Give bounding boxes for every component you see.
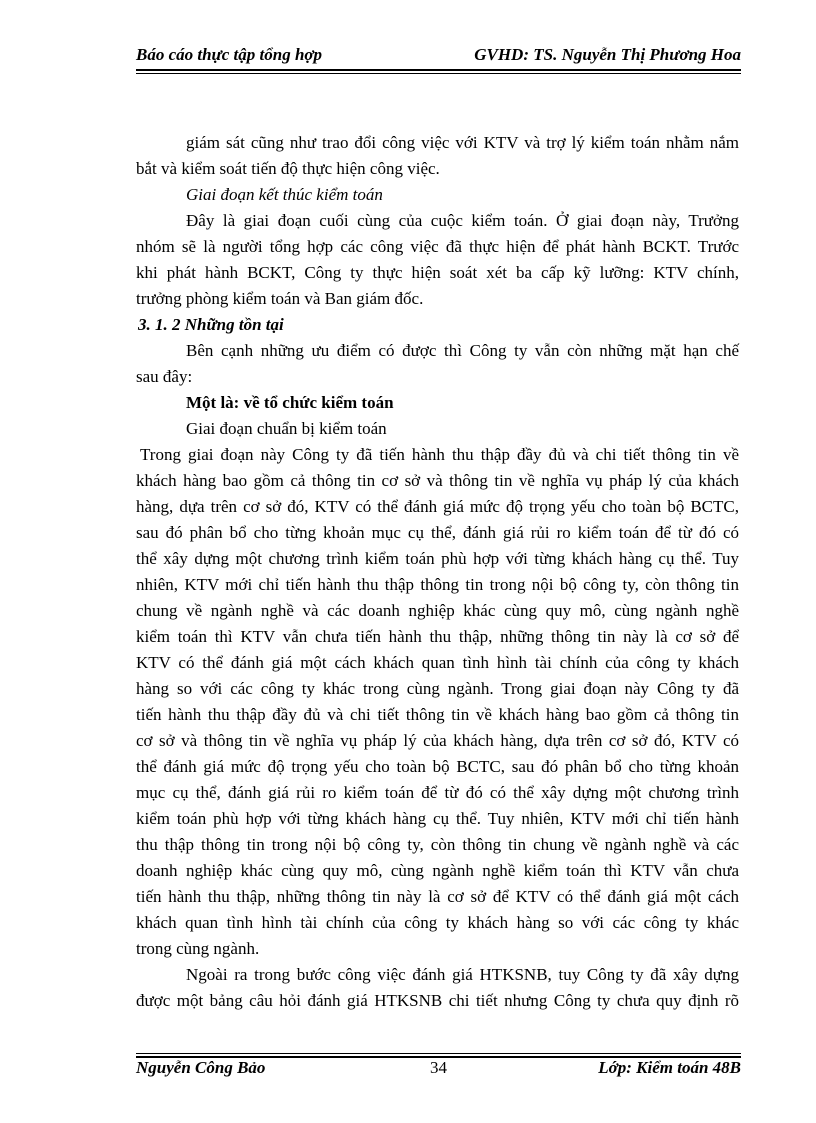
body-line: Bên cạnh những ưu điểm có được thì Công ty vẫn còn những mặt hạn chế [186,341,739,360]
body-line: tiến hành thu thập, những thông tin này là cơ sở để KTV có thể đánh giá một cách [136,887,739,906]
header-divider [136,69,741,74]
body-line: mục cụ thể, đánh giá rủi ro kiểm toán để từ đó có thể xây dựng một chương trình [136,783,739,802]
body-line: hàng so với các công ty khác trong cùng ngành. Trong giai đoạn này Công ty đã [136,679,739,698]
body-line: trong cùng ngành. [136,939,260,958]
body-line: cơ sở và thông tin về nghĩa vụ pháp lý của khách hàng, dựa trên cơ sở đó, KTV có [136,731,739,750]
header-supervisor: GVHD: TS. Nguyễn Thị Phương Hoa [474,45,741,64]
body-line: thể xây dựng một chương trình kiểm toán phù hợp với từng khách hàng cụ thể. Tuy [136,549,739,568]
body-line: chung về ngành nghề và các doanh nghiệp khác cùng quy mô, cùng ngành nghề [136,601,739,620]
body-line: sau đó phân bổ cho từng khoản mục cụ thể, đánh giá rủi ro kiểm toán để từ đó có [136,523,739,542]
body-line: khách quan tình hình tài chính của công ty khách hàng so với các công ty khác [136,913,739,932]
body-line: nhóm sẽ là người tổng hợp các công việc đã thực hiện để phát hành BCKT. Trước [136,237,739,256]
body-line: thu thập thông tin trong nội bộ công ty, còn thông tin chung về ngành nghề và các [136,835,739,854]
body-line: kiểm toán phù hợp với từng khách hàng cụ thể. Tuy nhiên, KTV mới chỉ tiến hành [136,809,739,828]
body-line: KTV có thể đánh giá một cách khách quan tình hình tài chính của công ty khách [136,653,739,672]
body-line: giám sát cũng như trao đổi công việc với KTV và trợ lý kiểm toán nhằm nắm [186,133,739,152]
body-line: sau đây: [136,367,193,386]
page-footer [136,1058,741,1084]
body-line: thể đánh giá mức độ trọng yếu cho toàn bộ BCTC, sau đó phân bổ cho từng khoản [136,757,739,776]
page-header [136,42,741,68]
body-line: được một bảng câu hỏi đánh giá HTKSNB chi tiết nhưng Công ty chưa quy định rõ [136,991,739,1010]
stage-end-heading: Giai đoạn kết thúc kiểm toán [186,185,383,204]
page-body [136,130,739,1014]
body-line: khi phát hành BCKT, Công ty thực hiện soát xét ba cấp kỹ lưỡng: KTV chính, [136,263,739,282]
body-line: tiến hành thu thập đầy đủ và chi tiết thông tin về khách hàng bao gồm cả thông tin [136,705,739,724]
page-number: 34 [430,1058,447,1077]
body-line: bắt và kiểm soát tiến độ thực hiện công việc. [136,159,440,178]
prep-stage-heading: Giai đoạn chuẩn bị kiểm toán [186,419,387,438]
footer-author: Nguyễn Công Bảo [136,1058,266,1077]
body-line: doanh nghiệp khác cùng quy mô, cùng ngành nghề kiểm toán thì KTV vẫn chưa [136,861,739,880]
body-line: trưởng phòng kiểm toán và Ban giám đốc. [136,289,424,308]
section-heading: 3. 1. 2 Những tồn tại [138,315,284,334]
body-line: nhiên, KTV mới chỉ tiến hành thu thập thông tin trong nội bộ công ty, còn thông tin [136,575,739,594]
body-line: Đây là giai đoạn cuối cùng của cuộc kiểm toán. Ở giai đoạn này, Trưởng [186,211,739,230]
body-line: kiểm toán thì KTV vẫn chưa tiến hành thu thập, những thông tin này là cơ sở để [136,627,739,646]
point-one-heading: Một là: về tổ chức kiểm toán [186,393,394,412]
body-line: Trong giai đoạn này Công ty đã tiến hành thu thập đầy đủ và chi tiết thông tin về [140,445,739,464]
body-line: hàng, dựa trên cơ sở đó, KTV có thể đánh giá mức độ trọng yếu cho toàn bộ BCTC, [136,497,739,516]
header-report-title: Báo cáo thực tập tổng hợp [136,45,323,64]
body-line: Ngoài ra trong bước công việc đánh giá HTKSNB, tuy Công ty đã xây dựng [186,965,739,984]
body-line: khách hàng bao gồm cả thông tin cơ sở và thông tin về nghĩa vụ pháp lý của khách [136,471,739,490]
footer-class: Lớp: Kiểm toán 48B [598,1058,741,1077]
